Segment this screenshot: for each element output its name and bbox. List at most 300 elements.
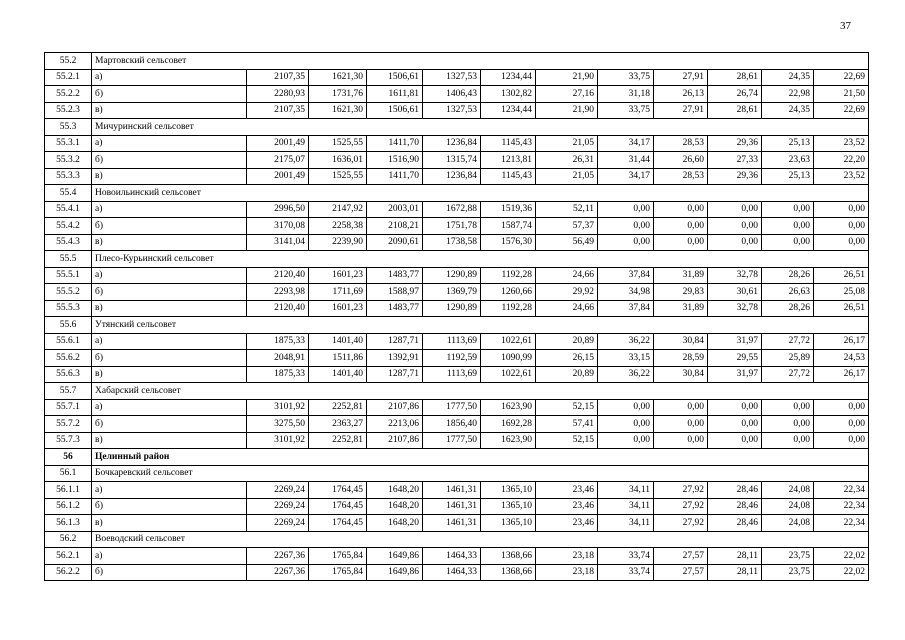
table-row [45,267,869,284]
row-code: 56.2.2 [45,564,92,581]
value-cell: 1648,20 [367,498,423,515]
value-cell: 25,08 [814,284,869,301]
value-cell: 26,63 [762,284,814,301]
value-cell: 34,98 [598,284,654,301]
table-row [45,86,869,103]
value-cell: 1464,33 [423,564,481,581]
value-cell: 25,13 [762,135,814,152]
value-cell: 1751,78 [423,218,481,235]
value-cell: 26,15 [536,350,598,367]
value-cell: 1464,33 [423,548,481,565]
value-cell: 29,55 [708,350,762,367]
value-cell: 1113,69 [423,366,481,383]
row-code: 55.5.3 [45,300,92,317]
value-cell: 1587,74 [481,218,536,235]
value-cell: 26,60 [654,152,708,169]
value-cell: 1113,69 [423,333,481,350]
table-row [45,234,869,251]
row-code: 55.3 [45,119,92,136]
value-cell: 1483,77 [367,267,423,284]
value-cell: 22,34 [814,498,869,515]
value-cell: 1777,50 [423,432,481,449]
table-row [45,366,869,383]
value-cell: 1875,33 [247,366,309,383]
value-cell: 23,75 [762,548,814,565]
value-cell: 1287,71 [367,333,423,350]
value-cell: 23,46 [536,498,598,515]
value-cell: 29,36 [708,135,762,152]
value-cell: 1649,86 [367,564,423,581]
value-cell: 22,34 [814,515,869,532]
value-cell: 0,00 [762,416,814,433]
value-cell: 24,35 [762,102,814,119]
value-cell: 2107,35 [247,69,309,86]
value-cell: 28,26 [762,300,814,317]
table-row [45,168,869,185]
value-cell: 1506,61 [367,69,423,86]
tariff-table [44,52,869,581]
row-code: 55.7 [45,383,92,400]
value-cell: 34,11 [598,498,654,515]
value-cell: 1327,53 [423,69,481,86]
group-row [45,449,869,466]
value-cell: 1649,86 [367,548,423,565]
value-cell: 2213,06 [367,416,423,433]
value-cell: 52,15 [536,432,598,449]
value-cell: 29,83 [654,284,708,301]
value-cell: 3141,04 [247,234,309,251]
row-code: 55.4.1 [45,201,92,218]
value-cell: 2258,38 [309,218,367,235]
value-cell: 1525,55 [309,168,367,185]
value-cell: 1369,79 [423,284,481,301]
value-cell: 1401,40 [309,333,367,350]
value-cell: 28,46 [708,498,762,515]
value-cell: 1192,59 [423,350,481,367]
value-cell: 1192,28 [481,267,536,284]
value-cell: 30,61 [708,284,762,301]
value-cell: 2107,86 [367,432,423,449]
value-cell: 22,34 [814,482,869,499]
value-cell: 1516,90 [367,152,423,169]
value-cell: 25,13 [762,168,814,185]
row-label: б) [92,564,247,581]
value-cell: 20,89 [536,366,598,383]
value-cell: 3101,92 [247,399,309,416]
value-cell: 1648,20 [367,515,423,532]
page-number: 37 [840,20,851,32]
value-cell: 23,75 [762,564,814,581]
value-cell: 27,33 [708,152,762,169]
value-cell: 0,00 [598,201,654,218]
row-code: 55.6.3 [45,366,92,383]
value-cell: 3170,08 [247,218,309,235]
value-cell: 31,97 [708,366,762,383]
value-cell: 2267,36 [247,548,309,565]
value-cell: 1856,40 [423,416,481,433]
value-cell: 1302,82 [481,86,536,103]
value-cell: 31,97 [708,333,762,350]
value-cell: 1411,70 [367,135,423,152]
value-cell: 22,02 [814,548,869,565]
value-cell: 0,00 [708,201,762,218]
table-row [45,300,869,317]
value-cell: 21,05 [536,135,598,152]
group-row [45,531,869,548]
value-cell: 1213,81 [481,152,536,169]
value-cell: 0,00 [762,432,814,449]
value-cell: 28,46 [708,482,762,499]
value-cell: 1365,10 [481,498,536,515]
value-cell: 0,00 [654,416,708,433]
row-code: 55.5 [45,251,92,268]
value-cell: 1777,50 [423,399,481,416]
row-label: а) [92,333,247,350]
value-cell: 2107,86 [367,399,423,416]
row-label: б) [92,86,247,103]
value-cell: 27,16 [536,86,598,103]
value-cell: 1022,61 [481,366,536,383]
row-code: 55.6.1 [45,333,92,350]
group-row [45,53,869,70]
row-label: б) [92,416,247,433]
row-code: 55.5.1 [45,267,92,284]
row-code: 56.1.2 [45,498,92,515]
value-cell: 1506,61 [367,102,423,119]
value-cell: 31,89 [654,300,708,317]
table-row [45,284,869,301]
value-cell: 1461,31 [423,515,481,532]
value-cell: 1406,43 [423,86,481,103]
value-cell: 32,78 [708,267,762,284]
value-cell: 1365,10 [481,482,536,499]
value-cell: 2120,40 [247,300,309,317]
value-cell: 33,74 [598,548,654,565]
group-title: Утянский сельсовет [92,317,869,334]
value-cell: 27,92 [654,498,708,515]
value-cell: 1511,86 [309,350,367,367]
value-cell: 1368,66 [481,548,536,565]
row-label: а) [92,267,247,284]
value-cell: 27,91 [654,69,708,86]
value-cell: 26,13 [654,86,708,103]
value-cell: 1392,91 [367,350,423,367]
value-cell: 1411,70 [367,168,423,185]
value-cell: 1287,71 [367,366,423,383]
value-cell: 0,00 [598,432,654,449]
row-code: 55.6.2 [45,350,92,367]
value-cell: 2252,81 [309,432,367,449]
table-row [45,432,869,449]
value-cell: 1236,84 [423,135,481,152]
value-cell: 1368,66 [481,564,536,581]
value-cell: 1765,84 [309,564,367,581]
value-cell: 1672,88 [423,201,481,218]
value-cell: 36,22 [598,366,654,383]
row-label: б) [92,218,247,235]
value-cell: 23,52 [814,135,869,152]
row-code: 55.4.3 [45,234,92,251]
value-cell: 1090,99 [481,350,536,367]
value-cell: 28,53 [654,135,708,152]
value-cell: 0,00 [598,399,654,416]
value-cell: 27,92 [654,482,708,499]
value-cell: 2280,93 [247,86,309,103]
row-label: б) [92,284,247,301]
value-cell: 0,00 [762,218,814,235]
row-label: а) [92,548,247,565]
value-cell: 0,00 [814,399,869,416]
row-code: 55.3.3 [45,168,92,185]
group-row [45,383,869,400]
group-row [45,251,869,268]
value-cell: 28,53 [654,168,708,185]
value-cell: 2269,24 [247,515,309,532]
table-body [45,53,869,581]
value-cell: 0,00 [598,416,654,433]
value-cell: 1623,90 [481,432,536,449]
group-title: Мичуринский сельсовет [92,119,869,136]
value-cell: 27,72 [762,366,814,383]
row-label: а) [92,399,247,416]
value-cell: 1611,81 [367,86,423,103]
value-cell: 34,11 [598,515,654,532]
value-cell: 28,26 [762,267,814,284]
table-row [45,69,869,86]
value-cell: 28,46 [708,515,762,532]
value-cell: 34,17 [598,135,654,152]
value-cell: 0,00 [814,201,869,218]
value-cell: 31,89 [654,267,708,284]
value-cell: 2293,98 [247,284,309,301]
value-cell: 33,75 [598,69,654,86]
value-cell: 1234,44 [481,102,536,119]
row-code: 56.1.1 [45,482,92,499]
value-cell: 1192,28 [481,300,536,317]
row-label: в) [92,102,247,119]
table-row [45,350,869,367]
value-cell: 32,78 [708,300,762,317]
value-cell: 2120,40 [247,267,309,284]
value-cell: 2147,92 [309,201,367,218]
value-cell: 0,00 [708,218,762,235]
value-cell: 23,52 [814,168,869,185]
value-cell: 33,74 [598,564,654,581]
row-label: а) [92,201,247,218]
value-cell: 56,49 [536,234,598,251]
value-cell: 3275,50 [247,416,309,433]
value-cell: 26,74 [708,86,762,103]
value-cell: 28,11 [708,564,762,581]
value-cell: 1764,45 [309,482,367,499]
value-cell: 1290,89 [423,300,481,317]
value-cell: 0,00 [654,432,708,449]
value-cell: 22,69 [814,69,869,86]
value-cell: 24,53 [814,350,869,367]
row-label: в) [92,366,247,383]
value-cell: 21,90 [536,102,598,119]
table-row [45,482,869,499]
value-cell: 24,08 [762,515,814,532]
value-cell: 1692,28 [481,416,536,433]
value-cell: 1576,30 [481,234,536,251]
value-cell: 2090,61 [367,234,423,251]
value-cell: 31,18 [598,86,654,103]
value-cell: 1621,30 [309,69,367,86]
value-cell: 1711,69 [309,284,367,301]
row-code: 55.2 [45,53,92,70]
value-cell: 2267,36 [247,564,309,581]
value-cell: 0,00 [654,218,708,235]
value-cell: 2107,35 [247,102,309,119]
value-cell: 26,17 [814,366,869,383]
value-cell: 0,00 [654,234,708,251]
value-cell: 1315,74 [423,152,481,169]
row-code: 55.3.2 [45,152,92,169]
value-cell: 23,63 [762,152,814,169]
value-cell: 1483,77 [367,300,423,317]
value-cell: 27,91 [654,102,708,119]
value-cell: 1875,33 [247,333,309,350]
value-cell: 2996,50 [247,201,309,218]
value-cell: 34,17 [598,168,654,185]
value-cell: 22,98 [762,86,814,103]
group-title: Хабарский сельсовет [92,383,869,400]
value-cell: 1731,76 [309,86,367,103]
row-label: б) [92,350,247,367]
value-cell: 0,00 [654,399,708,416]
row-code: 56 [45,449,92,466]
value-cell: 2252,81 [309,399,367,416]
group-row [45,185,869,202]
value-cell: 1738,58 [423,234,481,251]
value-cell: 30,84 [654,333,708,350]
value-cell: 57,37 [536,218,598,235]
value-cell: 2363,27 [309,416,367,433]
value-cell: 2048,91 [247,350,309,367]
row-label: а) [92,482,247,499]
value-cell: 52,15 [536,399,598,416]
row-code: 55.4 [45,185,92,202]
value-cell: 26,51 [814,267,869,284]
table-row [45,102,869,119]
value-cell: 22,69 [814,102,869,119]
value-cell: 27,72 [762,333,814,350]
value-cell: 36,22 [598,333,654,350]
group-title: Воеводский сельсовет [92,531,869,548]
value-cell: 2269,24 [247,498,309,515]
value-cell: 2001,49 [247,135,309,152]
group-row [45,317,869,334]
value-cell: 0,00 [708,416,762,433]
value-cell: 23,46 [536,482,598,499]
value-cell: 37,84 [598,267,654,284]
value-cell: 0,00 [654,201,708,218]
value-cell: 34,11 [598,482,654,499]
group-title: Мартовский сельсовет [92,53,869,70]
group-title: Новоильинский сельсовет [92,185,869,202]
value-cell: 0,00 [814,218,869,235]
value-cell: 20,89 [536,333,598,350]
row-code: 56.2.1 [45,548,92,565]
value-cell: 1022,61 [481,333,536,350]
value-cell: 0,00 [814,234,869,251]
row-code: 55.7.3 [45,432,92,449]
row-label: б) [92,498,247,515]
row-label: а) [92,69,247,86]
value-cell: 0,00 [708,234,762,251]
value-cell: 0,00 [762,201,814,218]
value-cell: 1601,23 [309,267,367,284]
value-cell: 2239,90 [309,234,367,251]
group-title: Плесо-Курьинский сельсовет [92,251,869,268]
value-cell: 22,20 [814,152,869,169]
value-cell: 52,11 [536,201,598,218]
value-cell: 1648,20 [367,482,423,499]
row-code: 55.2.1 [45,69,92,86]
row-code: 55.7.2 [45,416,92,433]
table-row [45,548,869,565]
value-cell: 0,00 [762,399,814,416]
value-cell: 33,15 [598,350,654,367]
row-label: б) [92,152,247,169]
table-row [45,399,869,416]
value-cell: 30,84 [654,366,708,383]
value-cell: 28,11 [708,548,762,565]
row-label: а) [92,135,247,152]
value-cell: 26,51 [814,300,869,317]
value-cell: 1623,90 [481,399,536,416]
value-cell: 2108,21 [367,218,423,235]
group-row [45,465,869,482]
value-cell: 57,41 [536,416,598,433]
value-cell: 25,89 [762,350,814,367]
value-cell: 2175,07 [247,152,309,169]
value-cell: 28,61 [708,102,762,119]
value-cell: 1401,40 [309,366,367,383]
value-cell: 1236,84 [423,168,481,185]
value-cell: 1461,31 [423,482,481,499]
value-cell: 26,31 [536,152,598,169]
value-cell: 1365,10 [481,515,536,532]
value-cell: 28,59 [654,350,708,367]
value-cell: 0,00 [708,399,762,416]
row-code: 55.2.3 [45,102,92,119]
value-cell: 1260,66 [481,284,536,301]
group-row [45,119,869,136]
value-cell: 23,46 [536,515,598,532]
value-cell: 24,08 [762,482,814,499]
value-cell: 1525,55 [309,135,367,152]
value-cell: 0,00 [814,432,869,449]
value-cell: 1519,36 [481,201,536,218]
value-cell: 22,02 [814,564,869,581]
value-cell: 21,05 [536,168,598,185]
table-row [45,152,869,169]
value-cell: 1290,89 [423,267,481,284]
value-cell: 1588,97 [367,284,423,301]
value-cell: 33,75 [598,102,654,119]
value-cell: 29,36 [708,168,762,185]
row-code: 56.1.3 [45,515,92,532]
value-cell: 1621,30 [309,102,367,119]
row-code: 55.6 [45,317,92,334]
row-label: в) [92,234,247,251]
value-cell: 27,57 [654,548,708,565]
value-cell: 2003,01 [367,201,423,218]
table-row [45,498,869,515]
value-cell: 23,18 [536,548,598,565]
